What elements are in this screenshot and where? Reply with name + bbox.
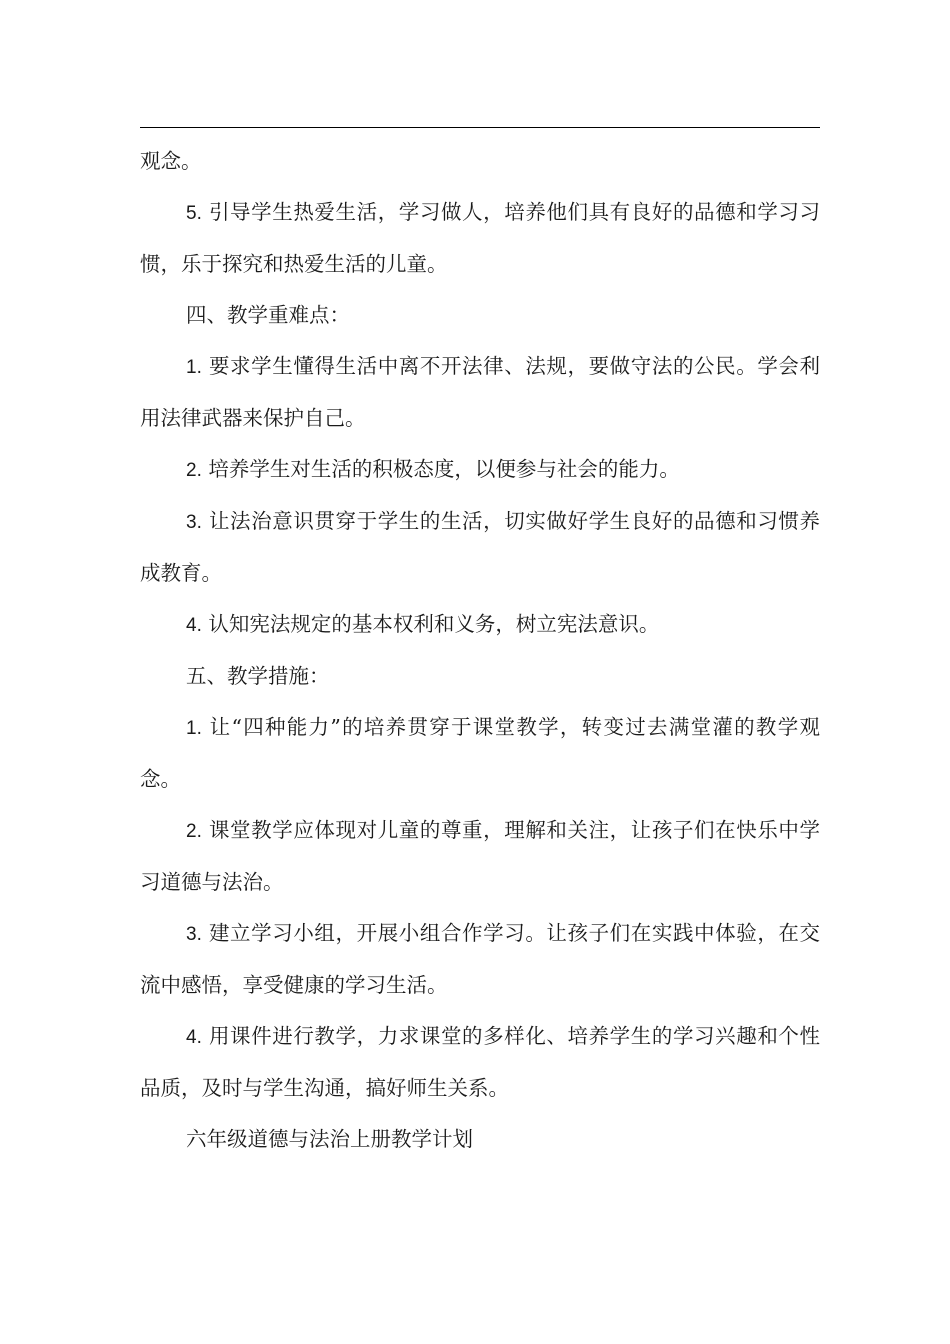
- list-number: 5.: [186, 203, 202, 224]
- paragraph-goal-5: 5. 引导学生热爱生活，学习做人，培养他们具有良好的品德和学习习惯，乐于探究和热爱生活的儿童。: [140, 200, 820, 276]
- section-heading-teaching-measures: 五、教学措施：: [186, 664, 330, 688]
- list-number: 4.: [186, 1027, 202, 1048]
- paragraph-measure-2: 2. 课堂教学应体现对儿童的尊重，理解和关注，让孩子们在快乐中学习道德与法治。: [140, 818, 820, 894]
- paragraph-measure-1: 1. 让“四种能力”的培养贯穿于课堂教学，转变过去满堂灌的教学观念。: [140, 715, 820, 791]
- section-heading-key-difficulties: 四、教学重难点：: [186, 303, 350, 327]
- list-number: 2.: [186, 821, 202, 842]
- list-number: 3.: [186, 512, 202, 533]
- document-body: [140, 136, 820, 1165]
- paragraph-measure-4: 4. 用课件进行教学，力求课堂的多样化、培养学生的学习兴趣和个性品质，及时与学生沟通，搞好师生关系。: [140, 1024, 820, 1100]
- paragraph-key-1: 1. 要求学生懂得生活中离不开法律、法规，要做守法的公民。学会利用法律武器来保护自己。: [140, 354, 820, 430]
- list-number: 3.: [186, 924, 202, 945]
- list-number: 1.: [186, 357, 202, 378]
- paragraph-key-3: 3. 让法治意识贯穿于学生的生活，切实做好学生良好的品德和习惯养成教育。: [140, 509, 820, 585]
- list-number: 4.: [186, 615, 202, 636]
- next-section-title: 六年级道德与法治上册教学计划: [186, 1127, 473, 1151]
- paragraph-measure-3: 3. 建立学习小组，开展小组合作学习。让孩子们在实践中体验，在交流中感悟，享受健康的学习生活。: [140, 921, 820, 997]
- paragraph-key-2: 2. 培养学生对生活的积极态度，以便参与社会的能力。: [186, 457, 680, 481]
- list-number: 1.: [186, 718, 202, 739]
- list-number: 2.: [186, 460, 202, 481]
- paragraph-continuation: 观念。: [140, 149, 202, 173]
- header-rule: [140, 127, 820, 128]
- paragraph-key-4: 4. 认知宪法规定的基本权利和义务，树立宪法意识。: [186, 612, 660, 636]
